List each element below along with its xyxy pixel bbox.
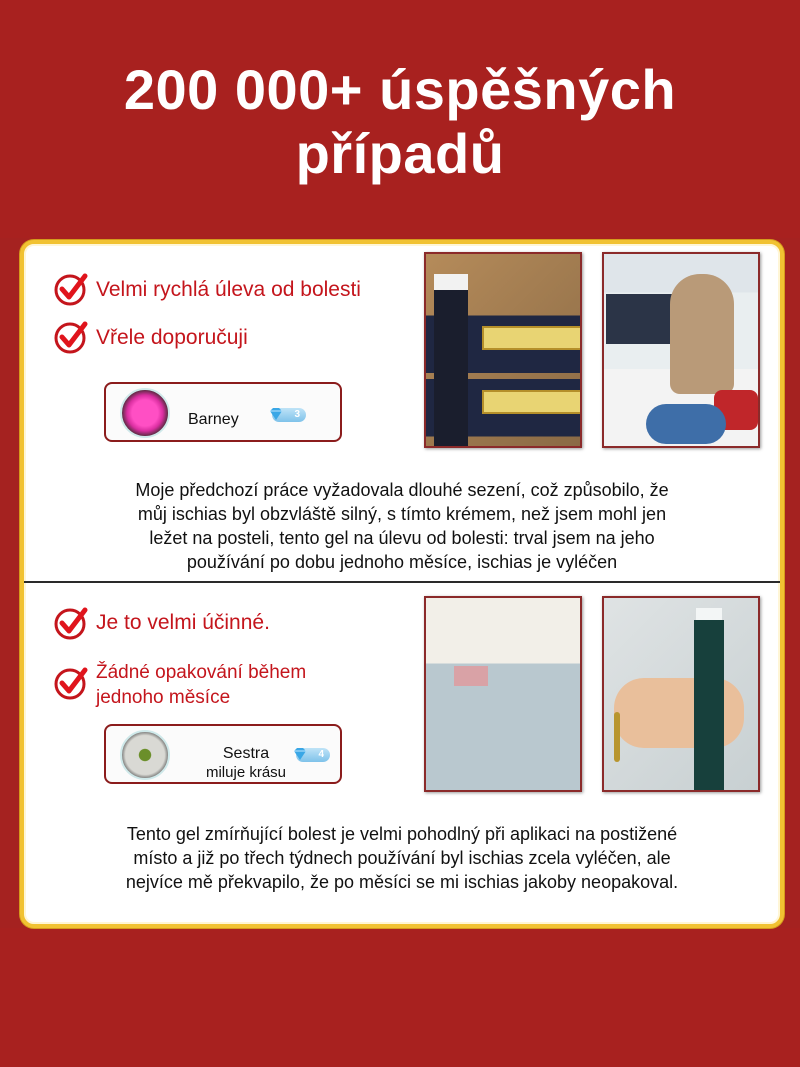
tube-shape: [434, 290, 468, 448]
claim-text-line: jednoho měsíce: [96, 687, 231, 708]
hand-shape: [614, 678, 744, 748]
diamond-icon: [268, 407, 284, 421]
claim-item: [54, 660, 306, 710]
testimonial-1: [24, 244, 780, 582]
headline-line-1: 200 000+ úspěšných: [123, 58, 677, 121]
level-badge: [272, 408, 306, 422]
claim-item: [54, 606, 270, 640]
story-line: místo a již po třech týdnech používání byl ischias zcela vyléčen, ale: [133, 848, 671, 868]
testimonial-story: [24, 822, 780, 894]
claim-text: Velmi rychlá úleva od bolesti: [96, 278, 361, 301]
story-line: Moje předchozí práce vyžadovala dlouhé sezení, což způsobilo, že: [135, 480, 669, 500]
story-line: ležet na posteli, tento gel na úlevu od bolesti: trval jsem na jeho: [149, 528, 655, 548]
box-label: [482, 390, 582, 414]
claim-text: Je to velmi účinné.: [96, 611, 270, 634]
user-card: [104, 382, 342, 442]
check-circle-icon: [54, 320, 88, 354]
story-line: můj ischias byl obzvláště silný, s tímto krémem, než jsem mohl jen: [137, 504, 667, 524]
badge-level: 4: [318, 749, 324, 760]
check-circle-icon: [54, 666, 88, 700]
user-name-line: miluje krásu: [205, 764, 287, 781]
user-name: [186, 744, 306, 782]
story-line: nejvíce mě překvapilo, že po měsíci se mi ischias jakoby neopakoval.: [125, 872, 679, 892]
headline-line-2: případů: [295, 122, 505, 185]
jeans-shape: [646, 404, 726, 444]
bangle-shape: [614, 712, 620, 762]
jeans-patch-shape: [454, 666, 488, 686]
box-label: [482, 326, 582, 350]
diamond-icon: [292, 747, 308, 761]
headline: [0, 58, 800, 186]
testimonial-story: [24, 478, 780, 574]
product-boxes-photo: [424, 252, 582, 448]
user-avatar: [120, 730, 170, 780]
user-name-line: Sestra: [222, 745, 270, 762]
tube-shape: [694, 620, 724, 792]
check-circle-icon: [54, 272, 88, 306]
jeans-back-photo: [424, 596, 582, 792]
testimonials-card: [20, 240, 784, 928]
claim-text: [96, 660, 306, 710]
check-circle-icon: [54, 606, 88, 640]
claim-item: [54, 272, 361, 306]
badge-level: 3: [294, 409, 300, 420]
claim-item: [54, 320, 248, 354]
user-avatar: [120, 388, 170, 438]
hand-holding-tube-photo: [602, 596, 760, 792]
section-divider: [24, 581, 780, 583]
claim-text-line: Žádné opakování během: [96, 662, 307, 683]
level-badge: [296, 748, 330, 762]
claim-text: Vřele doporučuji: [96, 326, 248, 349]
woman-at-desk-photo: [602, 252, 760, 448]
testimonial-2: [24, 584, 780, 924]
person-shape: [670, 274, 734, 394]
monitor-shape: [606, 294, 672, 344]
user-card: [104, 724, 342, 784]
story-line: používání po dobu jednoho měsíce, ischias je vyléčen: [186, 552, 618, 572]
story-line: Tento gel zmírňující bolest je velmi pohodlný při aplikaci na postižené: [126, 824, 678, 844]
user-name: Barney: [188, 411, 239, 428]
